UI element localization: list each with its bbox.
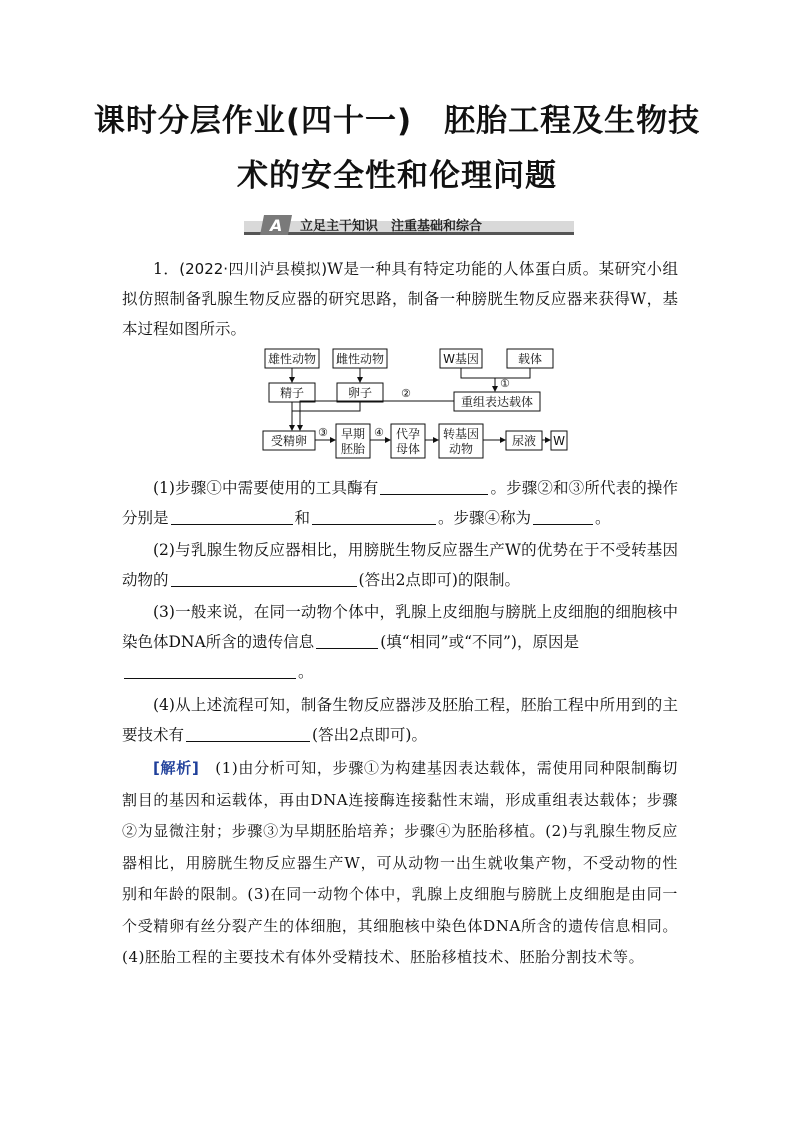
q1-text-c: 和: [294, 509, 311, 527]
q1-blank-step2[interactable]: [171, 508, 293, 525]
q3-blank-same-different[interactable]: [316, 632, 378, 649]
q2-blank[interactable]: [171, 570, 357, 587]
q1-blank-step4[interactable]: [533, 508, 593, 525]
q4-text-b: (答出2点即可)。: [312, 726, 427, 744]
question-number: 1．: [153, 260, 180, 278]
q1-text-e: 。: [595, 509, 611, 527]
label-early-embryo-2: 胚胎: [340, 442, 366, 456]
q3-text-a: (3)一般来说，在同一动物个体中，乳腺上皮细胞与膀胱上皮细胞的细胞核中染色体DNA所含的遗传信息: [122, 603, 678, 651]
label-surrogate-1: 代孕: [395, 427, 421, 441]
label-w-product: W: [553, 434, 565, 448]
step-2-label: ②: [401, 387, 411, 400]
label-w-gene: W基因: [443, 352, 479, 366]
subquestion-4: [122, 690, 678, 750]
q1-blank-step3[interactable]: [312, 508, 436, 525]
answer-text: (1)由分析可知，步骤①为构建基因表达载体，需使用同种限制酶切割目的基因和运载体，再由DNA连接酶连接黏性末端，形成重组表达载体；步骤②为显微注射；步骤③为早期胚胎培养；步骤④为胚胎移植。(2)与乳腺生物反应器相比，用膀胱生物反应器生产W，可从动物一出生就收集产物，不受动物的性别和年龄的限制。(3)在同一动物个体中，乳腺上皮细胞与膀胱上皮细胞是由同一个受精卵有丝分裂产生的体细胞，其细胞核中染色体DNA所含的遗传信息相同。(4)胚胎工程的主要技术有体外受精技术、胚胎移植技术、胚胎分割技术等。: [122, 759, 678, 966]
q3-text-b: (填“相同”或“不同”)，原因是: [380, 633, 579, 651]
page-title-line1: 课时分层作业(四十一) 胚胎工程及生物技: [93, 103, 701, 139]
answer-explanation: [122, 753, 678, 974]
q1-blank-enzymes[interactable]: [380, 478, 488, 495]
q2-text-b: (答出2点即可)的限制。: [358, 571, 520, 589]
question-text: W是一种具有特定功能的人体蛋白质。某研究小组拟仿照制备乳腺生物反应器的研究思路，制备一种膀胱生物反应器来获得W，基本过程如图所示。: [122, 260, 678, 338]
label-surrogate-2: 母体: [395, 442, 421, 456]
section-banner: [244, 213, 574, 237]
answer-label: [解析]: [153, 759, 200, 777]
page-title-line2: 术的安全性和伦理问题: [237, 158, 557, 194]
step-1-label: ①: [500, 377, 510, 390]
q4-blank[interactable]: [186, 725, 310, 742]
label-zygote: 受精卵: [270, 434, 308, 448]
q1-text-d: 。步骤④称为: [438, 509, 532, 527]
subquestion-2: [122, 535, 678, 595]
banner-letter: A: [270, 216, 283, 235]
q1-text-a: (1)步骤①中需要使用的工具酶有: [153, 479, 379, 497]
q1-text-b: 。步骤②和③所代表的操作分别是: [122, 479, 678, 527]
subquestion-3: [122, 597, 678, 687]
subquestion-1: [122, 473, 678, 533]
label-urine: 尿液: [511, 434, 537, 448]
label-sperm: 精子: [279, 386, 305, 400]
q3-blank-reason[interactable]: [124, 662, 296, 679]
label-vector: 载体: [517, 352, 543, 366]
label-transgenic-1: 转基因: [442, 427, 480, 441]
process-diagram: [255, 345, 575, 470]
question-source: (2022·四川泸县模拟): [179, 260, 328, 278]
q2-text-a: (2)与乳腺生物反应器相比，用膀胱生物反应器生产W的优势在于不受转基因动物的: [122, 541, 678, 589]
label-female-animal: 雌性动物: [335, 352, 385, 366]
q4-text-a: (4)从上述流程可知，制备生物反应器涉及胚胎工程，胚胎工程中所用到的主要技术有: [122, 696, 678, 744]
banner-text: 立足主干知识 注重基础和综合: [300, 219, 483, 234]
label-recombinant-vector: 重组表达载体: [460, 395, 534, 409]
q3-text-c: 。: [298, 663, 314, 681]
label-transgenic-2: 动物: [448, 442, 474, 456]
label-male-animal: 雄性动物: [267, 352, 317, 366]
step-3-label: ③: [318, 426, 328, 439]
step-4-label: ④: [374, 426, 384, 439]
question-stem: [122, 254, 678, 344]
label-egg: 卵子: [347, 386, 373, 400]
label-early-embryo-1: 早期: [340, 427, 366, 441]
